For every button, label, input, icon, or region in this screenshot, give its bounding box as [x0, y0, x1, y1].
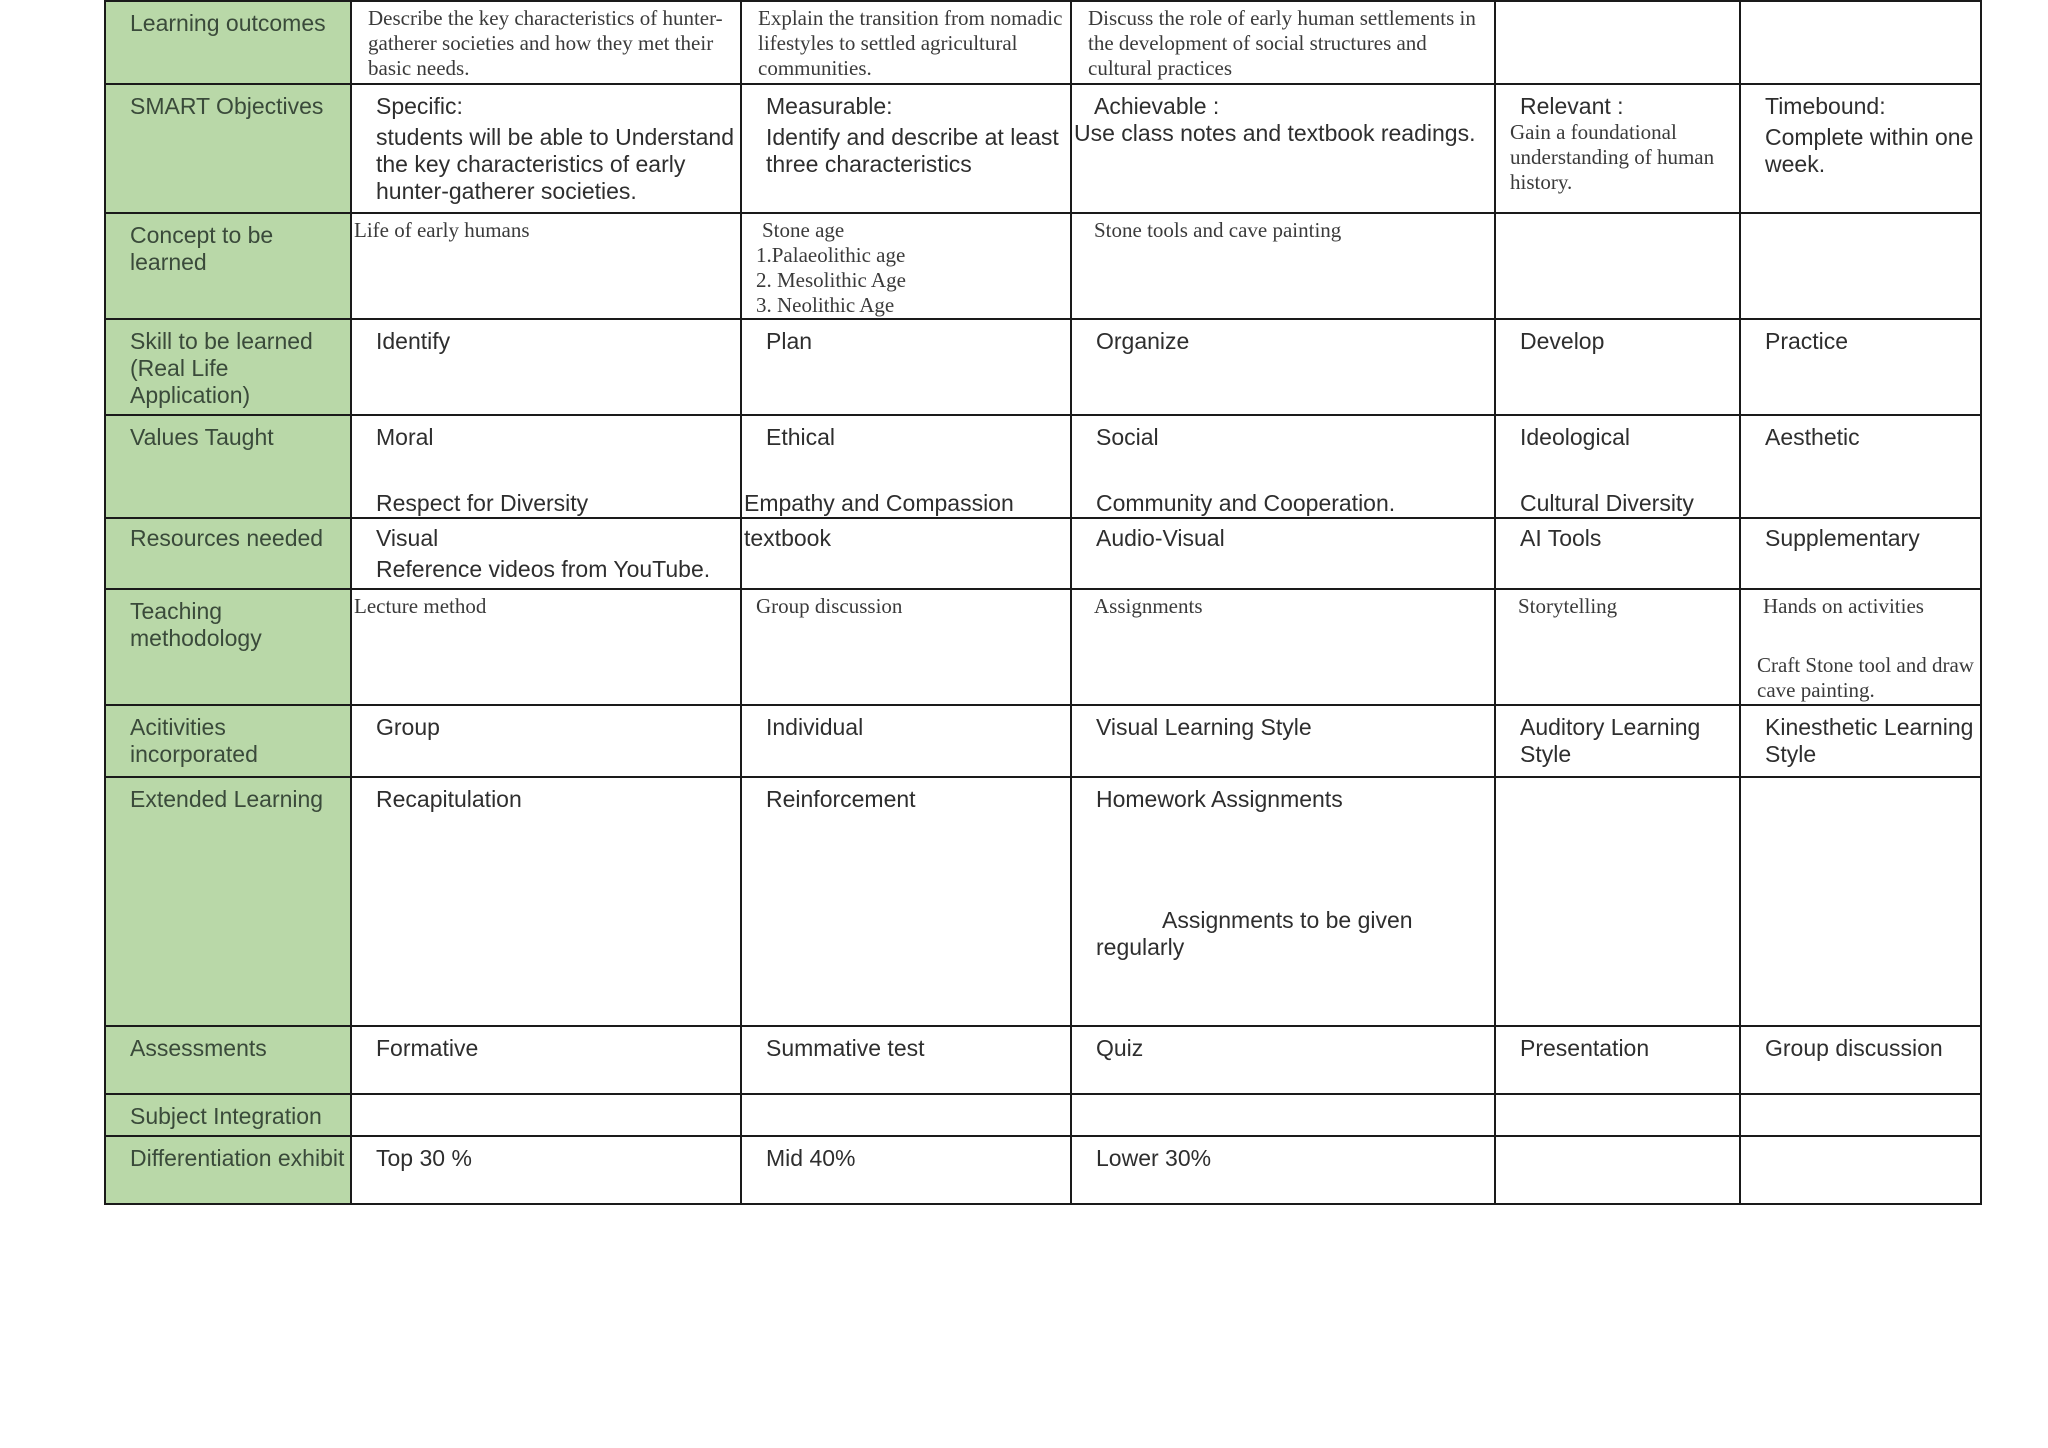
cell-text: Summative test — [766, 1035, 925, 1061]
cell — [741, 1, 1071, 84]
cell-text: Presentation — [1520, 1035, 1650, 1061]
cell — [741, 777, 1071, 1026]
cell — [351, 319, 741, 415]
cell-text: Ideological — [1520, 424, 1630, 450]
row-label: SMART Objectives — [105, 84, 351, 213]
cell-text: Ethical — [766, 424, 836, 450]
cell-text: Gain a foundational understanding of human history. — [1510, 120, 1715, 194]
cell — [1740, 415, 1981, 518]
cell-text: Supplementary — [1765, 525, 1920, 551]
cell-empty — [1495, 1, 1740, 84]
list-item: 1.Palaeolithic age — [756, 243, 906, 267]
cell — [351, 1026, 741, 1094]
cell-text: Explain the transition from nomadic lifestyles to settled agricultural communities. — [758, 6, 1063, 80]
cell-text: Develop — [1520, 328, 1605, 354]
cell-text: Practice — [1765, 328, 1849, 354]
cell — [1495, 319, 1740, 415]
cell — [741, 518, 1071, 589]
row-label: Assessments — [105, 1026, 351, 1094]
cell — [1495, 518, 1740, 589]
cell-text: Craft Stone tool and draw cave painting. — [1757, 653, 1974, 702]
row-values — [105, 415, 1981, 518]
row-label: Skill to be learned (Real Life Application) — [105, 319, 351, 415]
row-teaching — [105, 589, 1981, 705]
cell-title: Achievable : — [1094, 93, 1220, 119]
cell-text: Reinforcement — [766, 786, 916, 812]
cell-title: Relevant : — [1520, 93, 1624, 119]
cell — [351, 705, 741, 777]
cell — [741, 415, 1071, 518]
row-label: Differentiation exhibit — [105, 1136, 351, 1204]
row-concept — [105, 213, 1981, 319]
cell-text: Plan — [766, 328, 813, 354]
cell-title: Stone age — [762, 218, 845, 242]
cell-text: Auditory Learning Style — [1520, 714, 1701, 767]
row-skill — [105, 319, 1981, 415]
row-assessments — [105, 1026, 1981, 1094]
cell — [351, 213, 741, 319]
cell-text: Kinesthetic Learning Style — [1765, 714, 1974, 767]
cell-text: Mid 40% — [766, 1145, 856, 1171]
cell-text: AI Tools — [1520, 525, 1602, 551]
cell-empty — [1740, 1094, 1981, 1136]
cell-text: Group discussion — [1765, 1035, 1943, 1061]
row-label: Learning outcomes — [105, 1, 351, 84]
row-differentiation — [105, 1136, 1981, 1204]
row-label: Resources needed — [105, 518, 351, 589]
row-integration — [105, 1094, 1981, 1136]
cell-empty — [1740, 1136, 1981, 1204]
cell — [1495, 589, 1740, 705]
cell-text: Assignments — [1094, 594, 1203, 618]
cell-text: Formative — [376, 1035, 479, 1061]
cell — [1071, 1, 1495, 84]
row-label: Values Taught — [105, 415, 351, 518]
row-activities — [105, 705, 1981, 777]
cell — [741, 1026, 1071, 1094]
cell-text: Visual — [376, 525, 439, 551]
cell — [1740, 84, 1981, 213]
cell-text: Recapitulation — [376, 786, 522, 812]
cell-empty — [1740, 1, 1981, 84]
cell-empty — [1495, 1094, 1740, 1136]
cell — [1071, 705, 1495, 777]
cell-text: Organize — [1096, 328, 1190, 354]
cell-text: Use class notes and textbook readings. — [1074, 120, 1476, 146]
cell — [351, 518, 741, 589]
cell-text: Individual — [766, 714, 864, 740]
row-label: Teaching methodology — [105, 589, 351, 705]
cell-text: Moral — [376, 424, 434, 450]
cell-text: Reference videos from YouTube. — [376, 556, 711, 582]
cell-text: Lecture method — [354, 594, 487, 618]
cell-text: Life of early humans — [354, 218, 530, 242]
cell-text: Aesthetic — [1765, 424, 1860, 450]
list-item: 3. Neolithic Age — [756, 293, 895, 317]
cell — [351, 1, 741, 84]
cell-text: Group — [376, 714, 440, 740]
cell-text: Assignments to be given — [1162, 907, 1413, 933]
cell — [1071, 1026, 1495, 1094]
cell-text: Homework Assignments — [1096, 786, 1343, 812]
row-label: Subject Integration — [105, 1094, 351, 1136]
row-label: Concept to be learned — [105, 213, 351, 319]
cell-text: textbook — [744, 525, 831, 551]
row-extended — [105, 777, 1981, 1026]
cell — [351, 415, 741, 518]
row-smart-objectives — [105, 84, 1981, 213]
cell — [351, 1136, 741, 1204]
cell-empty — [351, 1094, 741, 1136]
cell — [1071, 1136, 1495, 1204]
cell — [1495, 1026, 1740, 1094]
row-resources — [105, 518, 1981, 589]
cell — [351, 777, 741, 1026]
cell-text: Community and Cooperation. — [1096, 490, 1396, 516]
cell-empty — [1071, 1094, 1495, 1136]
cell-text: regularly — [1096, 934, 1185, 960]
cell-text: Discuss the role of early human settlements in the development of social structures and cultural practices — [1088, 6, 1476, 80]
cell — [1071, 415, 1495, 518]
cell — [1071, 777, 1495, 1026]
cell — [741, 319, 1071, 415]
cell-title: Measurable: — [766, 93, 893, 119]
cell-text: students will be able to Understand the key characteristics of early hunter-gatherer societies. — [376, 124, 734, 204]
cell-text: Hands on activities — [1763, 594, 1924, 618]
cell — [1740, 1026, 1981, 1094]
cell — [741, 1136, 1071, 1204]
cell — [1071, 589, 1495, 705]
list-item: 2. Mesolithic Age — [756, 268, 906, 292]
cell-text: Visual Learning Style — [1096, 714, 1312, 740]
cell — [1071, 518, 1495, 589]
cell — [351, 589, 741, 705]
cell-title: Timebound: — [1765, 93, 1886, 119]
cell-text: Lower 30% — [1096, 1145, 1212, 1171]
cell — [1740, 705, 1981, 777]
cell — [741, 213, 1071, 319]
cell — [1495, 84, 1740, 213]
cell — [1071, 213, 1495, 319]
lesson-plan-table — [104, 0, 1982, 1205]
cell-text: Quiz — [1096, 1035, 1144, 1061]
cell-text: Cultural Diversity — [1520, 490, 1694, 516]
cell-text: Stone tools and cave painting — [1094, 218, 1342, 242]
cell-text: Social — [1096, 424, 1159, 450]
cell — [741, 84, 1071, 213]
cell-text: Group discussion — [756, 594, 903, 618]
cell-text: Empathy and Compassion — [744, 490, 1014, 516]
cell-empty — [1495, 213, 1740, 319]
cell-text: Respect for Diversity — [376, 490, 589, 516]
cell — [1740, 319, 1981, 415]
cell-empty — [741, 1094, 1071, 1136]
cell-text: Identify — [376, 328, 451, 354]
cell — [1495, 705, 1740, 777]
cell — [741, 589, 1071, 705]
cell-text: Audio-Visual — [1096, 525, 1225, 551]
row-label: Acitivities incorporated — [105, 705, 351, 777]
cell-text: Top 30 % — [376, 1145, 472, 1171]
cell-text: Complete within one week. — [1765, 124, 1974, 177]
cell — [1740, 518, 1981, 589]
cell-empty — [1495, 1136, 1740, 1204]
cell — [1071, 319, 1495, 415]
cell — [1495, 415, 1740, 518]
cell — [1071, 84, 1495, 213]
row-learning-outcomes — [105, 1, 1981, 84]
cell-text: Identify and describe at least three characteristics — [766, 124, 1059, 177]
cell-empty — [1495, 777, 1740, 1026]
cell-empty — [1740, 777, 1981, 1026]
cell — [1740, 589, 1981, 705]
row-label: Extended Learning — [105, 777, 351, 1026]
cell-text: Storytelling — [1518, 594, 1618, 618]
cell-title: Specific: — [376, 93, 463, 119]
cell-text: Describe the key characteristics of hunter-gatherer societies and how they met their basic needs. — [368, 6, 723, 80]
cell — [741, 705, 1071, 777]
cell — [351, 84, 741, 213]
cell-empty — [1740, 213, 1981, 319]
